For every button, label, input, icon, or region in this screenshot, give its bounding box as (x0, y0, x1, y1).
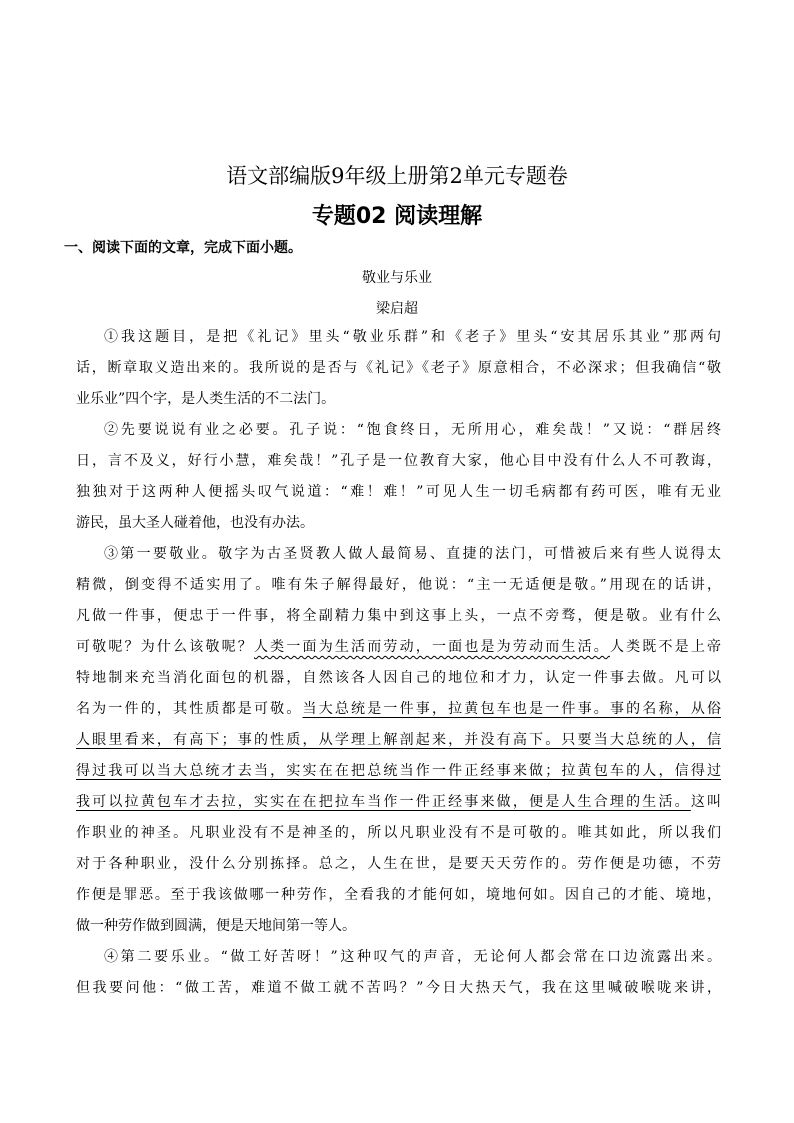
document-title: 语文部编版9年级上册第2单元专题卷 (226, 164, 568, 188)
section-heading: 一、阅读下面的文章，完成下面小题。 (64, 240, 302, 256)
line-text: 独独对于这两种人便摇头叹气说道：“难！难！”可见人生一切毛病都有药可医，唯有无业 (76, 484, 721, 500)
article-line (76, 942, 721, 973)
line-text: 人眼里看来，有高下；事的性质，从学理上解剖起来，并没有高下。只要当大总统的人，信 (76, 732, 721, 748)
article-title: 敬业与乐业 (362, 270, 432, 286)
article-line (76, 756, 721, 787)
article-line (76, 415, 721, 446)
underlined-sentence: 当大总统是一件事，拉黄包车也是一件事。 (302, 701, 610, 717)
article-line (76, 539, 721, 570)
line-text: ②先要说说有业之必要。孔子说：“饱食终日，无所用心，难矣哉！”又说：“群居终 (104, 422, 721, 438)
article-line (76, 973, 721, 1004)
article-line (76, 446, 721, 477)
article-line (76, 880, 721, 911)
line-text: 可敬呢？为什么该敬呢？ (76, 639, 254, 655)
article-body (76, 322, 721, 1004)
line-text: 日，言不及义，好行小慧，难矣哉！”孔子是一位教育大家，他心目中没有什么人不可教诲， (76, 453, 721, 469)
line-text: 但我要问他：“做工苦，难道不做工就不苦吗？”今日大热天气，我在这里喊破喉咙来讲， (76, 980, 721, 996)
line-text: 做一种劳作做到圆满，便是天地间第一等人。 (76, 918, 356, 934)
article-line (76, 694, 721, 725)
line-text: 名为一件的，其性质都是可敬。 (76, 701, 303, 717)
line-text: 对于各种职业，没什么分别拣择。总之，人生在世，是要天天劳作的。劳作便是功德，不劳 (76, 856, 721, 872)
article-line (76, 725, 721, 756)
article-line (76, 849, 721, 880)
article-line (76, 911, 721, 942)
line-text: 精微，倒变得不适实用了。唯有朱子解得最好，他说：“主一无适便是敬。”用现在的话讲， (76, 577, 721, 593)
line-text: 游民，虽大圣人碰着他，也没有办法。 (76, 515, 314, 531)
line-text: ④第二要乐业。“做工好苦呀！”这种叹气的声音，无论何人都会常在口边流露出来。 (104, 949, 721, 965)
line-text-tail: 事的名称，从俗 (609, 701, 722, 717)
article-author: 梁启超 (376, 301, 418, 317)
article-line (76, 477, 721, 508)
document-subtitle: 专题02 阅读理解 (311, 204, 483, 229)
underlined-sentence-part: 我可以拉黄包车才去拉，实实在在把拉车当作一件正经事来做，便是人生合理的生活。 (76, 794, 691, 810)
wavy-underlined-sentence: 人类一面为生活而劳动，一面也是为劳动而生活。 (253, 639, 610, 655)
article-line (76, 384, 721, 415)
line-text: 作便是罪恶。至于我该做哪一种劳作，全看我的才能何如，境地何如。因自己的才能、境地， (76, 887, 721, 903)
line-text: 得过我可以当大总统才去当，实实在在把总统当作一件正经事来做；拉黄包车的人，信得过 (76, 763, 721, 779)
article-line (76, 601, 721, 632)
article-line (76, 322, 721, 353)
article-line (76, 570, 721, 601)
article-line (76, 508, 721, 539)
line-text: 凡做一件事，便忠于一件事，将全副精力集中到这事上头，一点不旁骛，便是敬。业有什么 (76, 608, 721, 624)
line-text: 话，断章取义造出来的。我所说的是否与《礼记》《老子》原意相合，不必深求；但我确信“敬 (76, 360, 721, 376)
article-line (76, 818, 721, 849)
line-text: ①我这题目，是把《礼记》里头“敬业乐群”和《老子》里头“安其居乐其业”那两句 (104, 329, 721, 345)
article-line (76, 353, 721, 384)
line-text: 作职业的神圣。凡职业没有不是神圣的，所以凡职业没有不是可敬的。唯其如此，所以我们 (76, 825, 721, 841)
line-text-tail: 人类既不是上帝 (609, 639, 722, 655)
article-line (76, 663, 721, 694)
article-line (76, 632, 721, 663)
line-text: 特地制来充当消化面包的机器，自然该各人因自己的地位和才力，认定一件事去做。凡可以 (76, 670, 721, 686)
article-line (76, 787, 721, 818)
line-text: 业乐业”四个字，是人类生活的不二法门。 (76, 391, 336, 407)
line-text-tail: 这叫 (690, 794, 722, 810)
line-text (76, 794, 721, 810)
line-text: ③第一要敬业。敬字为古圣贤教人做人最简易、直捷的法门，可惜被后来有些人说得太 (104, 546, 721, 562)
